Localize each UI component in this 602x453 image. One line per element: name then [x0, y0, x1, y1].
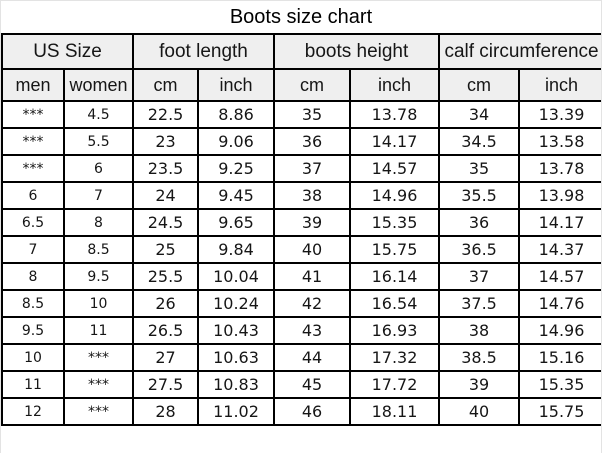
cell: 35.5: [439, 182, 519, 209]
cell: 11.02: [198, 398, 274, 425]
cell: 7: [2, 236, 64, 263]
table-row: [2, 155, 602, 182]
cell: 10: [2, 344, 64, 371]
table-row: [2, 317, 602, 344]
cell: 10.04: [198, 263, 274, 290]
cell: 13.98: [519, 182, 602, 209]
cell: 37: [274, 155, 350, 182]
table-row: [2, 344, 602, 371]
cell: 14.37: [519, 236, 602, 263]
cell: 16.14: [350, 263, 439, 290]
table-row: [2, 209, 602, 236]
cell: 13.58: [519, 128, 602, 155]
table-body: [2, 101, 602, 425]
cell: 8.86: [198, 101, 274, 128]
cell: 36: [439, 209, 519, 236]
cell: ***: [2, 155, 64, 182]
table-row: [2, 101, 602, 128]
cell: 36: [274, 128, 350, 155]
cell: 14.96: [519, 317, 602, 344]
cell: 9.06: [198, 128, 274, 155]
cell: 8: [64, 209, 133, 236]
cell: 17.32: [350, 344, 439, 371]
header-foot-length: foot length: [133, 34, 274, 69]
cell: 26.5: [133, 317, 198, 344]
header-women: women: [64, 69, 133, 101]
cell: 46: [274, 398, 350, 425]
header-men: men: [2, 69, 64, 101]
cell: 12: [2, 398, 64, 425]
cell: 34: [439, 101, 519, 128]
page-title: Boots size chart: [229, 6, 373, 28]
cell: 37: [439, 263, 519, 290]
cell: 10.43: [198, 317, 274, 344]
cell: 42: [274, 290, 350, 317]
cell: 10.24: [198, 290, 274, 317]
cell: 14.76: [519, 290, 602, 317]
table-row: [2, 290, 602, 317]
header-height-cm: cm: [274, 69, 350, 101]
table-row: [2, 398, 602, 425]
cell: 17.72: [350, 371, 439, 398]
cell: 40: [439, 398, 519, 425]
header-height-inch: inch: [350, 69, 439, 101]
header-foot-cm: cm: [133, 69, 198, 101]
cell: 13.39: [519, 101, 602, 128]
sub-header-row: [2, 69, 602, 101]
table-row: [2, 236, 602, 263]
cell: 14.17: [519, 209, 602, 236]
cell: ***: [2, 101, 64, 128]
cell: 9.65: [198, 209, 274, 236]
header-foot-inch: inch: [198, 69, 274, 101]
cell: 10: [64, 290, 133, 317]
cell: 4.5: [64, 101, 133, 128]
group-header-row: [2, 34, 602, 69]
cell: 14.17: [350, 128, 439, 155]
cell: 38.5: [439, 344, 519, 371]
cell: 9.25: [198, 155, 274, 182]
header-calf-cm: cm: [439, 69, 519, 101]
cell: 44: [274, 344, 350, 371]
cell: ***: [64, 344, 133, 371]
cell: 23: [133, 128, 198, 155]
table-row: [2, 371, 602, 398]
cell: 22.5: [133, 101, 198, 128]
cell: 15.16: [519, 344, 602, 371]
cell: 27: [133, 344, 198, 371]
cell: 10.63: [198, 344, 274, 371]
cell: 35: [274, 101, 350, 128]
cell: 36.5: [439, 236, 519, 263]
cell: 15.35: [350, 209, 439, 236]
cell: 13.78: [350, 101, 439, 128]
cell: 8: [2, 263, 64, 290]
cell: 6: [64, 155, 133, 182]
cell: 40: [274, 236, 350, 263]
cell: 9.45: [198, 182, 274, 209]
cell: 8.5: [64, 236, 133, 263]
cell: 15.35: [519, 371, 602, 398]
cell: 45: [274, 371, 350, 398]
cell: 16.54: [350, 290, 439, 317]
cell: 11: [64, 317, 133, 344]
cell: 9.84: [198, 236, 274, 263]
cell: ***: [2, 128, 64, 155]
header-us-size: US Size: [2, 34, 133, 69]
cell: 9.5: [2, 317, 64, 344]
size-table: [1, 33, 602, 426]
cell: 14.96: [350, 182, 439, 209]
cell: 25: [133, 236, 198, 263]
cell: 9.5: [64, 263, 133, 290]
cell: 34.5: [439, 128, 519, 155]
cell: 15.75: [350, 236, 439, 263]
cell: 7: [64, 182, 133, 209]
cell: ***: [64, 398, 133, 425]
cell: 24.5: [133, 209, 198, 236]
cell: 6.5: [2, 209, 64, 236]
header-boots-height: boots height: [274, 34, 439, 69]
cell: 27.5: [133, 371, 198, 398]
cell: 39: [274, 209, 350, 236]
cell: 23.5: [133, 155, 198, 182]
cell: 6: [2, 182, 64, 209]
header-calf-circumference: calf circumference: [439, 34, 602, 69]
cell: 37.5: [439, 290, 519, 317]
cell: 35: [439, 155, 519, 182]
cell: 24: [133, 182, 198, 209]
cell: 13.78: [519, 155, 602, 182]
cell: 11: [2, 371, 64, 398]
cell: 5.5: [64, 128, 133, 155]
cell: 26: [133, 290, 198, 317]
cell: 41: [274, 263, 350, 290]
cell: 38: [274, 182, 350, 209]
cell: 43: [274, 317, 350, 344]
cell: 10.83: [198, 371, 274, 398]
cell: 16.93: [350, 317, 439, 344]
cell: 8.5: [2, 290, 64, 317]
cell: 18.11: [350, 398, 439, 425]
cell: 14.57: [350, 155, 439, 182]
table-row: [2, 263, 602, 290]
header-calf-inch: inch: [519, 69, 602, 101]
cell: 28: [133, 398, 198, 425]
cell: 25.5: [133, 263, 198, 290]
cell: 14.57: [519, 263, 602, 290]
cell: 15.75: [519, 398, 602, 425]
cell: ***: [64, 371, 133, 398]
table-row: [2, 128, 602, 155]
cell: 39: [439, 371, 519, 398]
cell: 38: [439, 317, 519, 344]
table-row: [2, 182, 602, 209]
